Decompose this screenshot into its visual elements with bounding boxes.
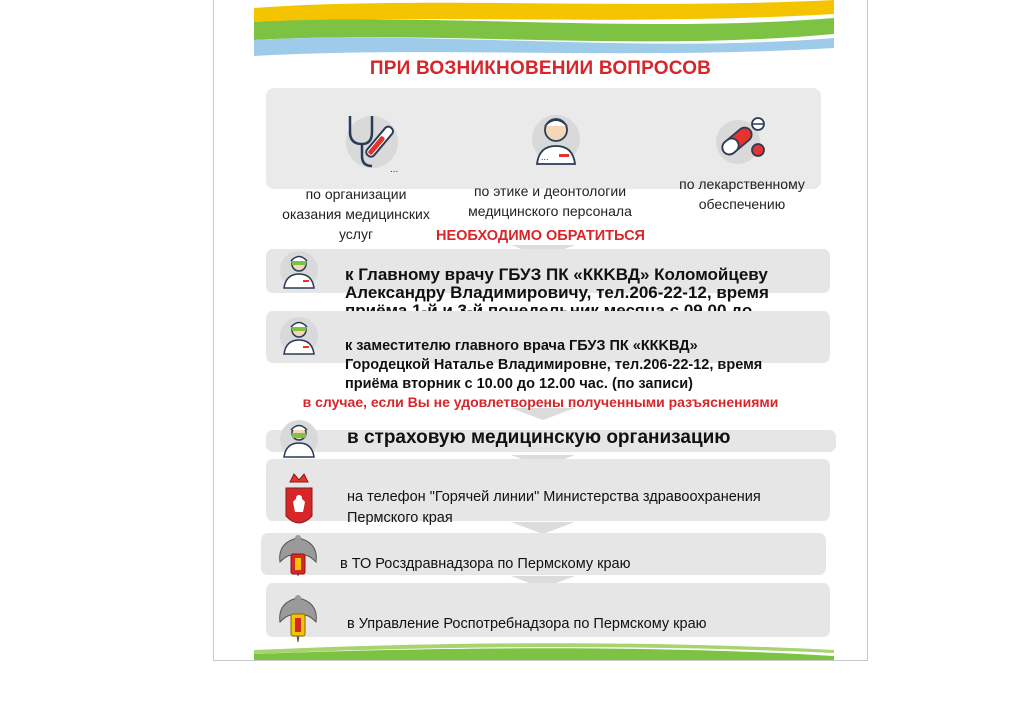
- category-organization-line1: по организации: [305, 186, 407, 202]
- category-ethics-label: [460, 181, 640, 221]
- info-poster: [213, 0, 868, 661]
- hotline-text: [347, 487, 817, 529]
- category-drugs-label: [662, 174, 822, 214]
- page-title: ПРИ ВОЗНИКНОВЕНИИ ВОПРОСОВ: [369, 58, 712, 79]
- rospotreb-text: в Управление Роспотребнадзора по Пермскому краю: [347, 616, 707, 632]
- roszdrav-emblem-icon: [276, 532, 320, 584]
- chief-doctor-line1: к Главному врачу ГБУЗ ПК «ККKВД» Коломойцеву: [345, 265, 768, 284]
- deputy-text: [345, 337, 835, 394]
- deputy-line1: к заместителю главного врача ГБУЗ ПК «ККKВД»: [345, 338, 698, 354]
- not-satisfied-note: в случае, если Вы не удовлетворены полученными разъяснениями: [302, 394, 779, 410]
- chief-doctor-line2: Александру Владимировичу, тел.206-22-12, время: [345, 283, 769, 302]
- svg-text:...: ...: [390, 164, 399, 174]
- category-organization-line3: услуг: [338, 226, 374, 242]
- deputy-line2: Городецкой Наталье Владимировне, тел.206-22-12, время: [345, 357, 763, 373]
- top-wave-decoration: [214, 0, 867, 60]
- category-ethics-line2: медицинского персонала: [468, 203, 632, 219]
- hotline-line1: на телефон "Горячей линии" Министерства здравоохранения: [347, 489, 761, 505]
- stethoscope-thermometer-icon: [342, 110, 404, 174]
- category-organization-line2: оказания медицинских: [282, 206, 430, 222]
- category-drugs-line2: обеспечению: [698, 196, 786, 212]
- doctor-icon: [278, 250, 320, 290]
- pills-icon: [714, 114, 768, 166]
- insurance-text: в страховую медицинскую организацию: [347, 427, 731, 448]
- svg-text:...: ...: [541, 152, 549, 162]
- bottom-wave-decoration: [214, 640, 867, 660]
- medical-staff-icon: [531, 110, 581, 168]
- hotline-line2: Пермского края: [347, 510, 453, 526]
- category-drugs-line1: по лекарственному: [679, 176, 805, 192]
- must-contact-heading: НЕОБХОДИМО ОБРАТИТЬСЯ: [436, 228, 645, 244]
- category-ethics-line1: по этике и деонтологии: [473, 183, 627, 199]
- doctor-icon: [278, 316, 320, 356]
- deputy-line3: приёма вторник с 10.00 до 12.00 час. (по записи): [345, 376, 693, 392]
- roszdrav-text: в ТО Росздравнадзора по Пермскому краю: [340, 556, 631, 572]
- doctor-mask-icon: [278, 419, 320, 459]
- perm-coat-of-arms-icon: [284, 472, 314, 532]
